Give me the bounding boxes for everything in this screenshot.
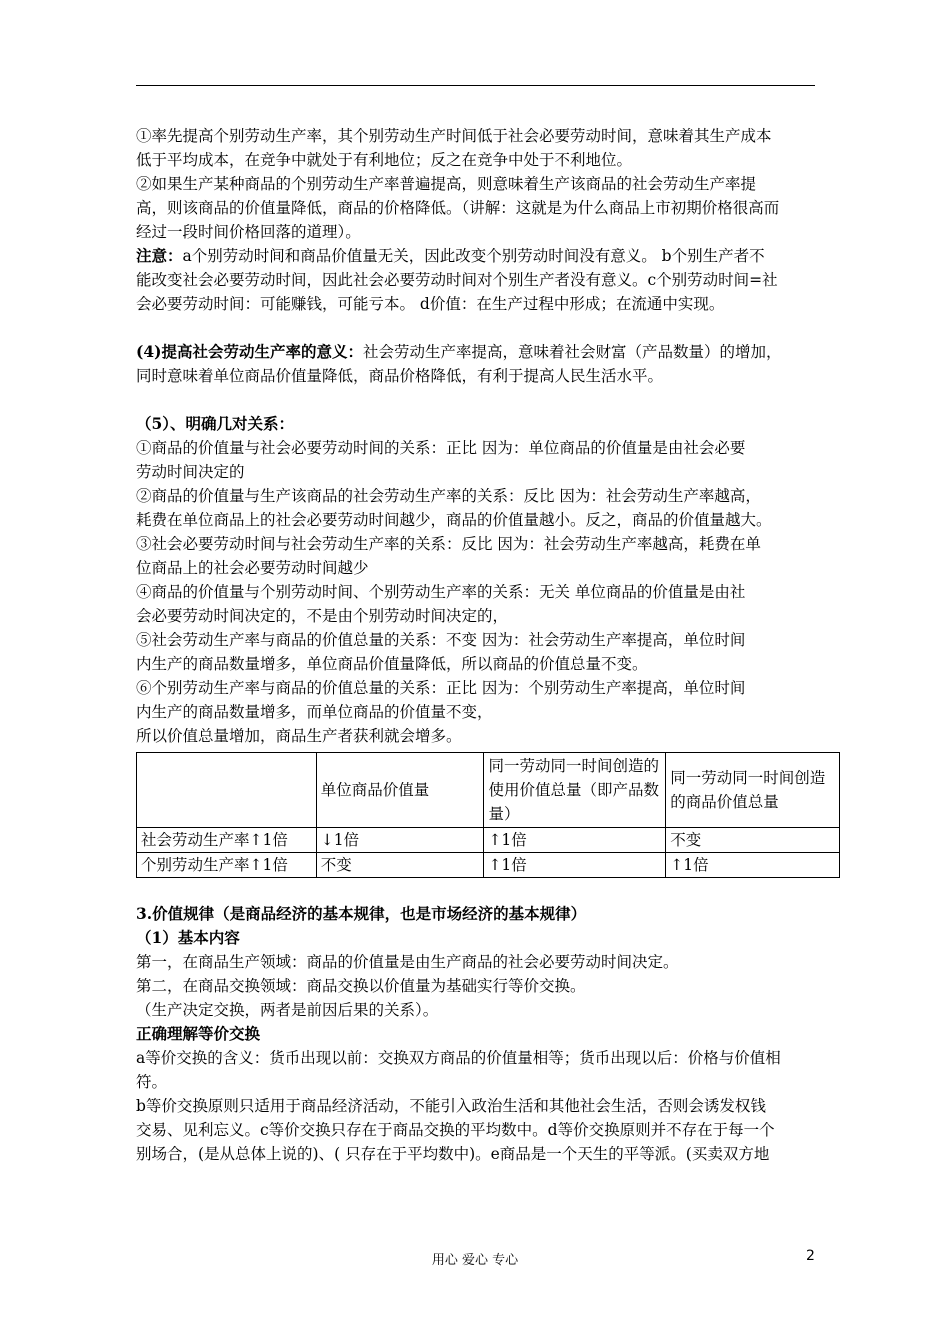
section5-line: 会必要劳动时间决定的，不是由个别劳动时间决定的， xyxy=(136,607,509,625)
section5-line: 位商品上的社会必要劳动时间越少 xyxy=(136,559,369,577)
section5-heading: （5）、明确几对关系： xyxy=(136,414,295,433)
table-cell: 个别劳动生产率↑1倍 xyxy=(137,853,317,878)
section4-heading: (4)提高社会劳动生产率的意义： xyxy=(136,342,363,361)
para1-line: ②如果生产某种商品的个别劳动生产率普遍提高，则意味着生产该商品的社会劳动生产率提 xyxy=(136,175,757,193)
section3-line: 第一，在商品生产领域：商品的价值量是由生产商品的社会必要劳动时间决定。 xyxy=(136,953,679,971)
section3-heading: 3.价值规律（是商品经济的基本规律，也是市场经济的基本规律） xyxy=(136,904,587,923)
section5-line: 劳动时间决定的 xyxy=(136,463,245,481)
section3-line: a等价交换的含义：货币出现以前：交换双方商品的价值量相等；货币出现以后：价格与价值相 xyxy=(136,1049,781,1067)
section5-line: 内生产的商品数量增多，而单位商品的价值量不变， xyxy=(136,703,493,721)
table-cell: 不变 xyxy=(316,853,484,878)
section5-line: ③社会必要劳动时间与社会劳动生产率的关系：反比 因为：社会劳动生产率越高，耗费在单 xyxy=(136,535,761,553)
para1-line: 经过一段时间价格回落的道理）。 xyxy=(136,223,361,241)
section3-line: （生产决定交换，两者是前因后果的关系）。 xyxy=(136,1001,439,1019)
table-header-cell: 单位商品价值量 xyxy=(316,753,484,828)
table-cell: ↓1倍 xyxy=(316,828,484,853)
table-cell: 不变 xyxy=(666,828,840,853)
section5-line: 耗费在单位商品上的社会必要劳动时间越少，商品的价值量越小。反之，商品的价值量越大。 xyxy=(136,511,772,529)
section3-line: 第二，在商品交换领域：商品交换以价值量为基础实行等价交换。 xyxy=(136,977,586,995)
table-row xyxy=(137,828,840,853)
table-cell: ↑1倍 xyxy=(484,828,666,853)
section5-line: 所以价值总量增加，商品生产者获利就会增多。 xyxy=(136,727,462,745)
section3-line: 别场合，(是从总体上说的)、( 只存在于平均数中)。e商品是一个天生的平等派。(买卖双方地 xyxy=(136,1145,770,1163)
section3-line: b等价交换原则只适用于商品经济活动，不能引入政治生活和其他社会生活，否则会诱发权钱 xyxy=(136,1097,766,1115)
footer-text: 用心 爱心 专心 xyxy=(431,1253,519,1268)
table-header-cell xyxy=(137,753,317,828)
page-number: 2 xyxy=(806,1248,815,1264)
note-line: 注意：a个别劳动时间和商品价值量无关，因此改变个别劳动时间没有意义。 b个别生产者不 xyxy=(136,246,765,265)
section5-line: ⑥个别劳动生产率与商品的价值总量的关系：正比 因为：个别劳动生产率提高，单位时间 xyxy=(136,679,746,697)
para1-line: 低于平均成本，在竞争中就处于有利地位；反之在竞争中处于不利地位。 xyxy=(136,151,633,169)
section5-line: ②商品的价值量与生产该商品的社会劳动生产率的关系：反比 因为：社会劳动生产率越高， xyxy=(136,487,761,505)
section5-line: ⑤社会劳动生产率与商品的价值总量的关系：不变 因为：社会劳动生产率提高，单位时间 xyxy=(136,631,746,649)
note-line: 会必要劳动时间：可能赚钱，可能亏本。 d价值：在生产过程中形成；在流通中实现。 xyxy=(136,295,725,313)
para1-line: 高，则该商品的价值量降低，商品的价格降低。（讲解：这就是为什么商品上市初期价格很高而 xyxy=(136,199,780,217)
table-row xyxy=(137,853,840,878)
header-rule xyxy=(136,85,815,86)
section3-line: 符。 xyxy=(136,1073,168,1091)
table-cell: ↑1倍 xyxy=(666,853,840,878)
note-line: 能改变社会必要劳动时间，因此社会必要劳动时间对个别生产者没有意义。c个别劳动时间=社 xyxy=(136,271,778,289)
table-cell: ↑1倍 xyxy=(484,853,666,878)
section3-subheading: 正确理解等价交换 xyxy=(136,1024,261,1043)
comparison-table xyxy=(136,752,840,878)
table-header-cell: 同一劳动同一时间创造的使用价值总量（即产品数量） xyxy=(484,753,666,828)
table-cell: 社会劳动生产率↑1倍 xyxy=(137,828,317,853)
table-header-cell: 同一劳动同一时间创造的商品价值总量 xyxy=(666,753,840,828)
section5-line: ④商品的价值量与个别劳动时间、个别劳动生产率的关系：无关 单位商品的价值量是由社 xyxy=(136,583,746,601)
section4-line: (4)提高社会劳动生产率的意义：社会劳动生产率提高，意味着社会财富（产品数量）的增加， xyxy=(136,342,782,361)
section5-line: ①商品的价值量与社会必要劳动时间的关系：正比 因为：单位商品的价值量是由社会必要 xyxy=(136,439,746,457)
section3-line: 交易、见利忘义。c等价交换只存在于商品交换的平均数中。d等价交换原则并不存在于每一个 xyxy=(136,1121,775,1139)
table-header-row xyxy=(137,753,840,828)
para1-line: ①率先提高个别劳动生产率，其个别劳动生产时间低于社会必要劳动时间，意味着其生产成本 xyxy=(136,127,772,145)
note-label: 注意： xyxy=(136,246,183,265)
section3-subheading: （1）基本内容 xyxy=(136,928,240,947)
section4-line: 同时意味着单位商品价值量降低，商品价格降低，有利于提高人民生活水平。 xyxy=(136,367,664,385)
section5-line: 内生产的商品数量增多，单位商品价值量降低，所以商品的价值总量不变。 xyxy=(136,655,648,673)
page-body xyxy=(136,124,826,1166)
